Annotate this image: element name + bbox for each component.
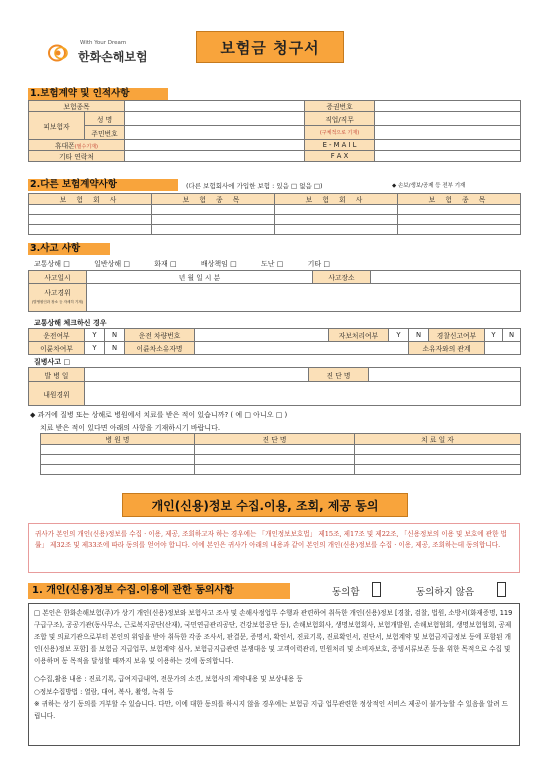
insurance-process-label: 자보처리여부 — [329, 329, 389, 342]
cell[interactable] — [275, 205, 398, 215]
illness-heading[interactable]: 질병사고 □ — [34, 358, 71, 366]
cell[interactable] — [41, 465, 195, 475]
past-treatment-table — [40, 433, 521, 475]
hospital-visit-label: 내원경위 — [29, 382, 85, 406]
consent-item-refusal: ※ 귀하는 상기 동의를 거부할 수 있습니다. 다만, 이에 대한 동의를 하시지 않을 경우에는 보험금 지급 업무관련한 정상적인 서비스 제공이 불가능할 수 있음을 알려 드립니다. — [34, 699, 509, 720]
email-label: E - M A I L — [305, 140, 375, 151]
col-hospital: 병 원 명 — [41, 434, 195, 445]
consent-body — [28, 603, 520, 746]
cert-no-field[interactable] — [375, 101, 521, 112]
two-wheel-no[interactable]: N — [105, 342, 125, 355]
hospital-visit-field[interactable] — [85, 382, 521, 406]
col-type-1: 보 험 종 목 — [152, 194, 275, 205]
accident-table — [28, 270, 521, 312]
consent-title: 개인(신용)정보 수집.이용, 조회, 제공 동의 — [122, 493, 408, 517]
past-treatment-question[interactable]: ◆ 과거에 질병 또는 상해로 병원에서 치료를 받은 적이 있습니까? ( 예 □ 아니오 □ ) — [30, 411, 288, 419]
illness-table — [28, 367, 521, 406]
mobile-label-text: 휴대폰 — [55, 142, 75, 150]
driving-no[interactable]: N — [105, 329, 125, 342]
traffic-heading: 교통상해 체크하신 경우 — [34, 319, 107, 327]
job-label: 직업/직무 — [305, 112, 375, 126]
accident-detail-label — [29, 284, 87, 312]
police-yes[interactable]: Y — [485, 329, 503, 342]
cell[interactable] — [195, 455, 355, 465]
insured-label: 피보험자 — [29, 112, 85, 140]
name-field[interactable] — [125, 112, 305, 126]
cell[interactable] — [29, 225, 152, 235]
past-treatment-instruction: 치료 받은 적이 있다면 아래의 사항을 기재하시기 바랍니다. — [40, 424, 221, 432]
consent-notice: 귀사가 본인의 개인(신용)정보를 수집 · 이용, 제공, 조회하고자 하는 경우에는 「개인정보보호법」 제15조, 제17조 및 제22조, 「신용정보의 이용 및 보호에 관한 법률」 제32조 및 제33조에 따라 동의를 얻어야 합니다. 이에 본인은 귀사가 아래의 내용과 같이 본인의 개인(신용)정보를 수집 · 이용, 제공, 조회하는데 동의합니다. — [28, 523, 520, 573]
job-field[interactable] — [375, 112, 521, 126]
rrn-label: 주민번호 — [85, 126, 125, 140]
cell[interactable] — [41, 455, 195, 465]
section1-heading: 1.보험계약 및 인적사항 — [28, 88, 168, 100]
cell[interactable] — [398, 225, 521, 235]
insurance-yes[interactable]: Y — [389, 329, 409, 342]
cell[interactable] — [195, 445, 355, 455]
accident-type-traffic[interactable]: 교통상해 □ — [34, 260, 70, 268]
other-insurance-question: (다른 보험회사에 가입한 보험 : 있음 □ 없음 □) — [186, 182, 323, 190]
two-wheel-label: 이륜차여부 — [29, 342, 85, 355]
col-company-2: 보 험 회 사 — [275, 194, 398, 205]
other-insurance-note: ◆ 손보/생보/공제 등 전부 기재 — [392, 183, 466, 189]
mobile-required-note: (필수기재) — [74, 144, 98, 150]
consent-section-heading: 1. 개인(신용)정보 수집.이용에 관한 동의사항 — [28, 583, 290, 599]
cell[interactable] — [41, 445, 195, 455]
traffic-table — [28, 328, 521, 355]
fax-label: F A X — [305, 151, 375, 162]
form-title: 보험금 청구서 — [196, 31, 344, 63]
hanwha-logo-icon — [48, 44, 70, 62]
policy-type-field[interactable] — [125, 101, 305, 112]
onset-label: 발 병 일 — [29, 368, 85, 382]
accident-type-theft[interactable]: 도난 □ — [260, 260, 284, 268]
onset-field[interactable] — [85, 368, 309, 382]
relation-field[interactable] — [485, 342, 521, 355]
cell[interactable] — [275, 225, 398, 235]
police-label: 경찰신고여부 — [429, 329, 485, 342]
disagree-checkbox[interactable] — [497, 582, 506, 597]
driving-label: 운전여부 — [29, 329, 85, 342]
cell[interactable] — [195, 465, 355, 475]
col-company-1: 보 험 회 사 — [29, 194, 152, 205]
cell[interactable] — [355, 455, 521, 465]
cell[interactable] — [152, 225, 275, 235]
cell[interactable] — [29, 215, 152, 225]
consent-item-collected: ○수집,활용 내용 : 진료기록, 급여지급내역, 전문가의 소견, 보험사의 계약내용 및 보상내용 등 — [34, 675, 303, 684]
fax-field[interactable] — [375, 151, 521, 162]
accident-type-other[interactable]: 기타 □ — [307, 260, 330, 268]
policy-type-label: 보험종목 — [29, 101, 125, 112]
agree-checkbox[interactable] — [372, 582, 381, 597]
cell[interactable] — [398, 205, 521, 215]
cert-no-label: 증권번호 — [305, 101, 375, 112]
vehicle-no-field[interactable] — [195, 329, 329, 342]
name-label: 성 명 — [85, 112, 125, 126]
email-field[interactable] — [375, 140, 521, 151]
col-treatment-date: 치 료 일 자 — [355, 434, 521, 445]
accident-date-label: 사고일시 — [29, 271, 87, 284]
other-contact-label: 기타 연락처 — [29, 151, 125, 162]
owner-label: 이륜차소유자명 — [125, 342, 195, 355]
vehicle-no-label: 운전 차량번호 — [125, 329, 195, 342]
job-note: (구체적으로 기재) — [305, 126, 375, 140]
policy-info-table — [28, 100, 521, 162]
diagnosis-label: 진 단 명 — [309, 368, 369, 382]
col-diagnosis: 진 단 명 — [195, 434, 355, 445]
two-wheel-yes[interactable]: Y — [85, 342, 105, 355]
cell[interactable] — [152, 215, 275, 225]
section3-heading: 3.사고 사항 — [28, 243, 110, 255]
rrn-field[interactable] — [125, 126, 305, 140]
agree-label: 동의함 — [332, 587, 360, 598]
mobile-label — [29, 140, 125, 151]
insurance-no[interactable]: N — [409, 329, 429, 342]
accident-detail-field[interactable] — [87, 284, 521, 312]
cell[interactable] — [398, 215, 521, 225]
disagree-label: 동의하지 않음 — [416, 587, 475, 598]
accident-date-field[interactable]: 년 월 일 시 분 — [87, 271, 313, 284]
other-contact-field[interactable] — [125, 151, 305, 162]
accident-place-label: 사고장소 — [313, 271, 371, 284]
accident-type-liability[interactable]: 배상책임 □ — [200, 260, 237, 268]
other-insurance-table — [28, 193, 521, 235]
accident-place-field[interactable] — [371, 271, 521, 284]
cell[interactable] — [355, 465, 521, 475]
cell[interactable] — [29, 205, 152, 215]
accident-detail-label-text: 사고경위 — [44, 288, 71, 297]
company-logo — [48, 40, 168, 66]
mobile-field[interactable] — [125, 140, 305, 151]
diagnosis-field[interactable] — [369, 368, 521, 382]
accident-detail-note: (발생원인과 장소 등 자세히 기재) — [31, 299, 84, 304]
accident-type-general[interactable]: 일반상해 □ — [94, 260, 131, 268]
cell[interactable] — [275, 215, 398, 225]
accident-type-fire[interactable]: 화재 □ — [154, 260, 177, 268]
job-detail-field[interactable] — [375, 126, 521, 140]
relation-label: 소유자와의 관계 — [409, 342, 485, 355]
logo-tagline: With Your Dream — [80, 40, 127, 46]
col-type-2: 보 험 종 목 — [398, 194, 521, 205]
owner-field[interactable] — [195, 342, 409, 355]
consent-body-text: □ 본인은 한화손해보험(주)가 상기 개인(신용)정보와 보험사고 조사 및 손해사정업무 수행과 관련하여 취득한 개인(신용)정보 [경찰, 검찰, 법원, 소방서(화재증명, 119구급구조), 공공기관(동사무소, 근로복지공단(산재), 국민연금관리공단, 건강보험공단 등), 손해보험회사, 생명보험회사, 보험개발원, 손해보험협회, 생명보험협회, 공제조합 및 의료기관으로부터 본인의 위임을 받아 취득한 각종 조사서, 판결문, 증명서, 확인서, 진료기록, 진료확인서, 진단서, 보험계약 및 보험금지급정보 등에 포함된 개인(신용)정보 포함] 를 보험금 지급업무, 보험계약 심사, 보험금지급관련 분쟁대응 및 고객이력관리, 민원처리 및 소비자보호, 증빙서류보존 등을 위한 목적으로 수집 및 이용하며 동 목적을 달성할 때까지 보유 및 이용하는 것에 동의합니다. — [34, 609, 513, 666]
accident-type-row — [34, 259, 330, 269]
consent-item-method: ○정보수집방법 : 열람, 대여, 복사, 촬영, 녹취 등 — [34, 687, 174, 696]
section2-heading: 2.다른 보험계약사항 — [28, 179, 178, 191]
police-no[interactable]: N — [503, 329, 521, 342]
driving-yes[interactable]: Y — [85, 329, 105, 342]
cell[interactable] — [355, 445, 521, 455]
cell[interactable] — [152, 205, 275, 215]
logo-name: 한화손해보험 — [78, 50, 148, 64]
